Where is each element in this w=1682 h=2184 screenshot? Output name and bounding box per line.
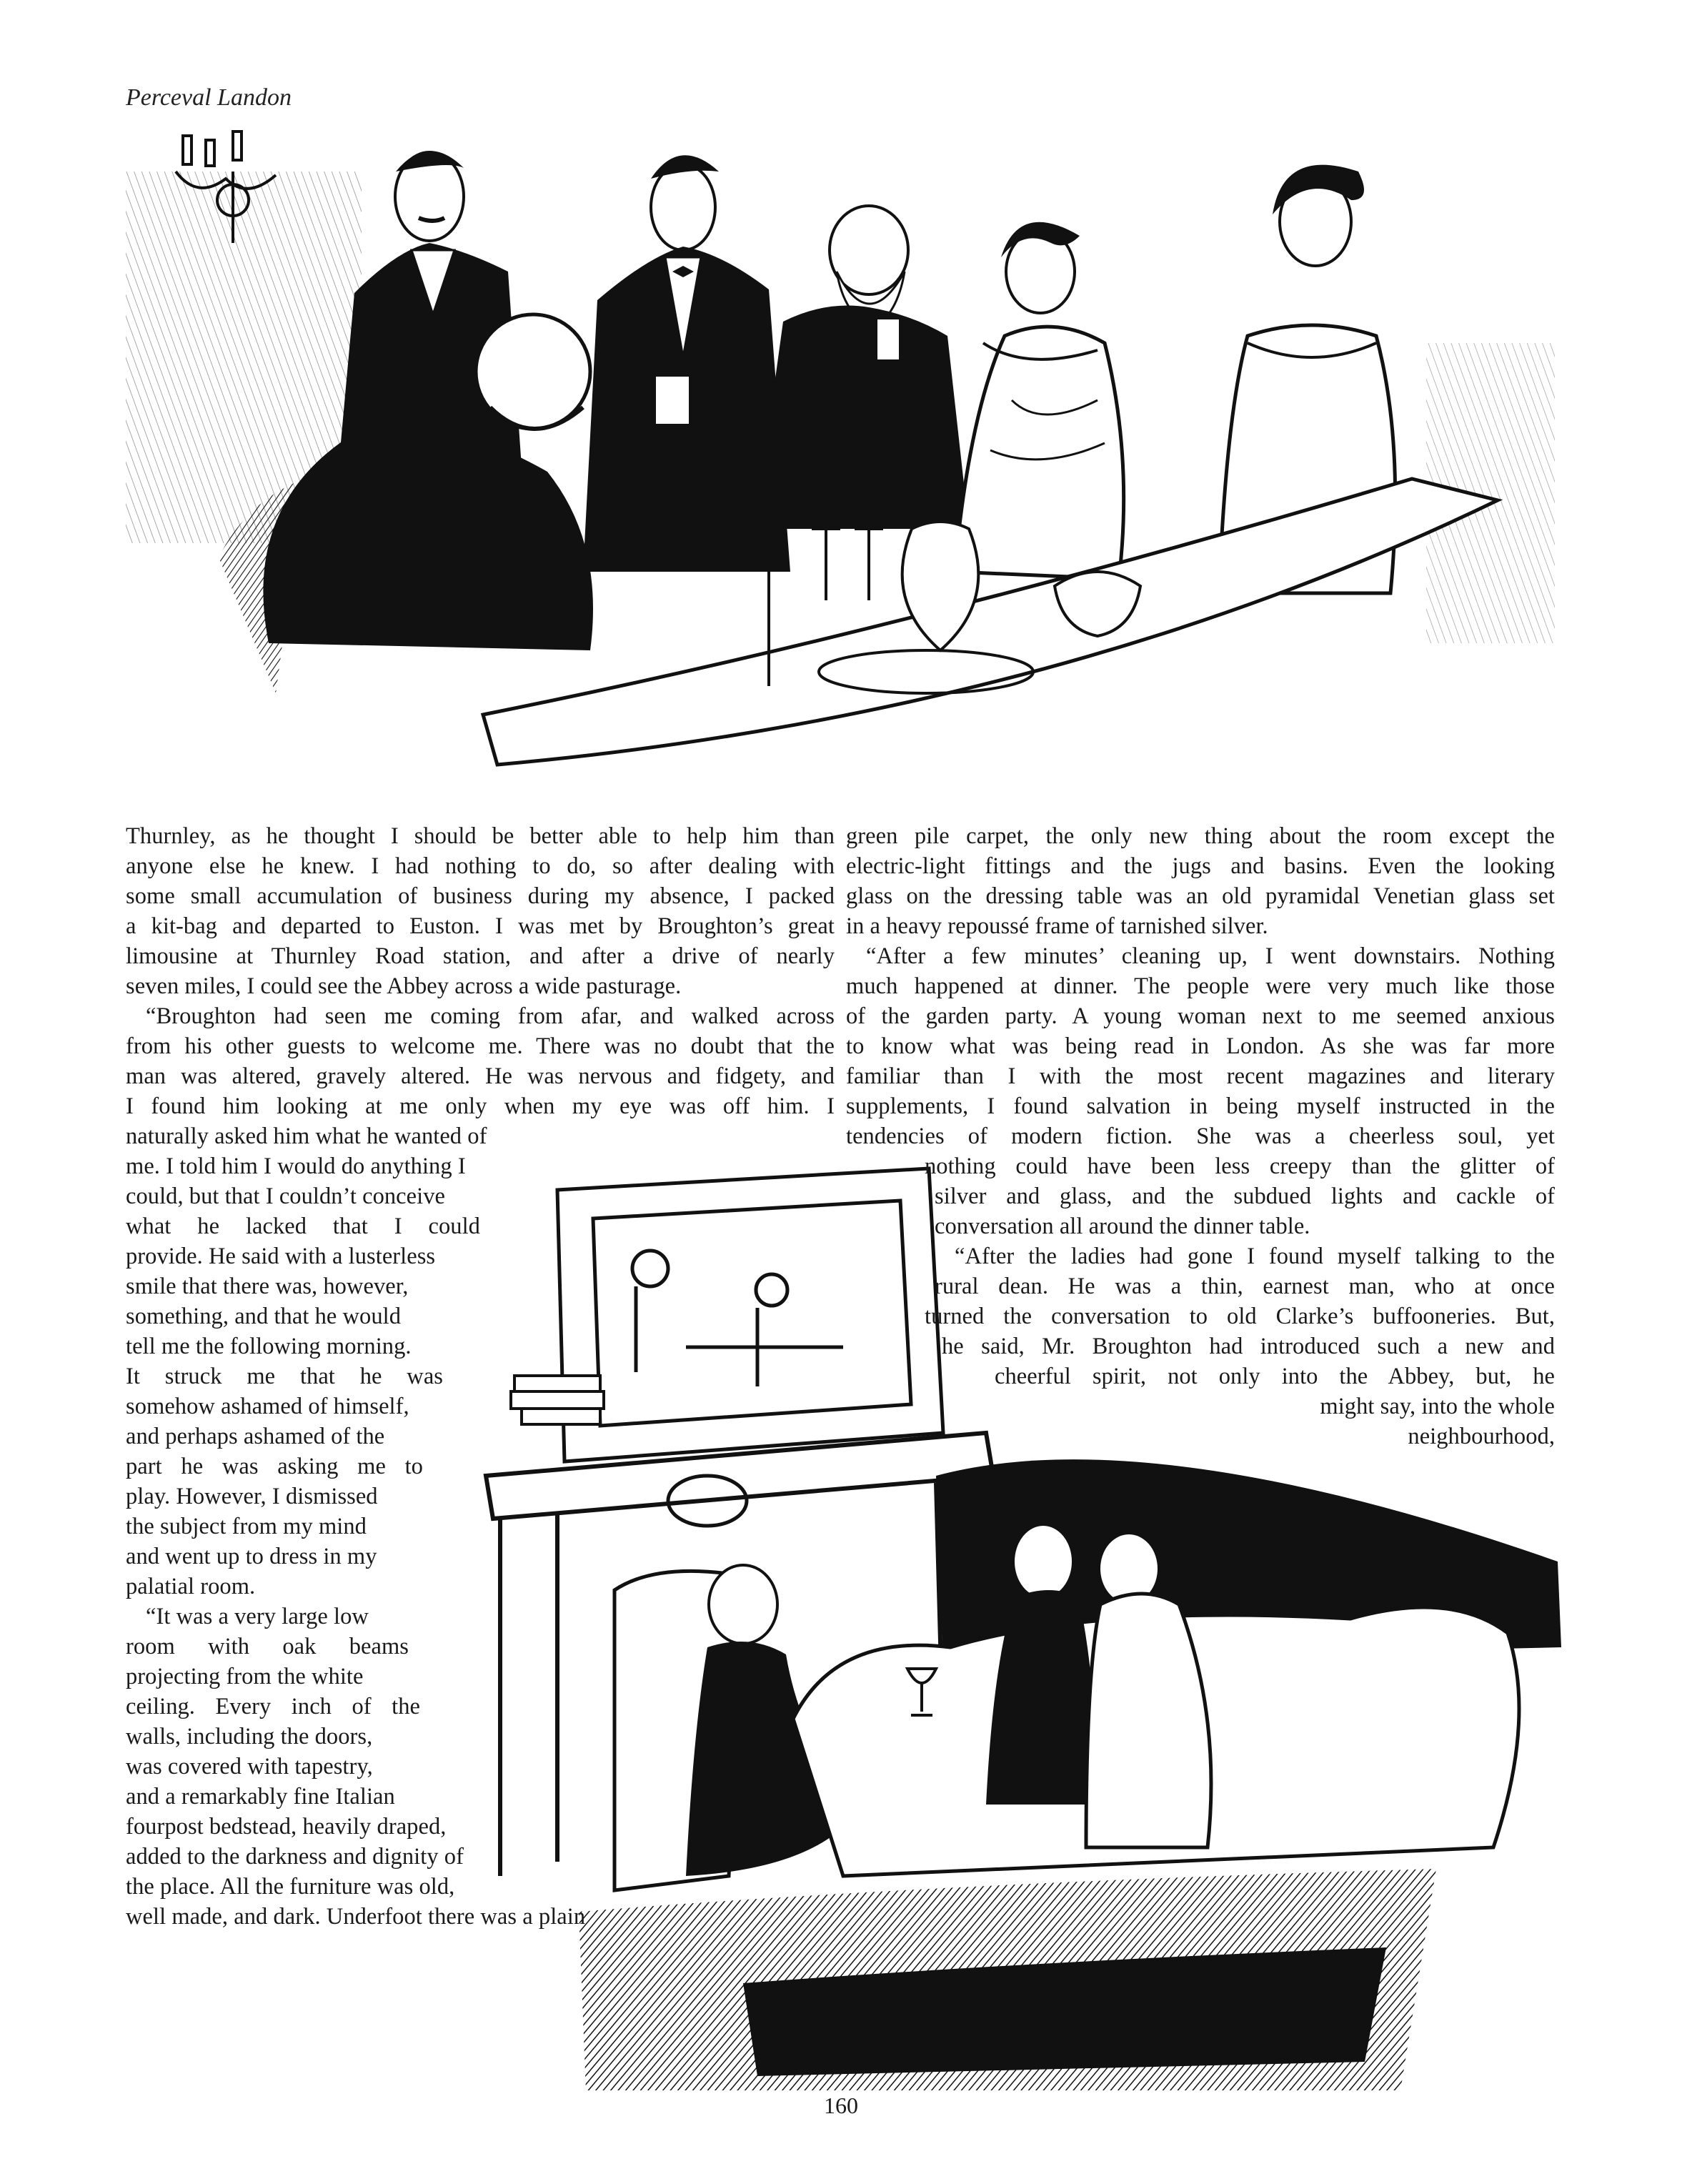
left-line: the place. All the furniture was old, bbox=[126, 1874, 455, 1900]
left-line: Thurnley, as he thought I should be better able to help him than bbox=[126, 823, 835, 849]
left-line: provide. He said with a lusterless bbox=[126, 1244, 436, 1269]
left-line: “Broughton had seen me coming from afar, and walked across bbox=[146, 1003, 835, 1029]
right-line: nothing could have been less creepy than the glitter of bbox=[925, 1153, 1555, 1179]
left-line: the subject from my mind bbox=[126, 1514, 367, 1539]
right-line: glass on the dressing table was an old pyramidal Venetian glass set bbox=[846, 883, 1555, 909]
right-line: neighbourhood, bbox=[1408, 1424, 1555, 1449]
right-line: familiar than I with the most recent magazines and literary bbox=[846, 1063, 1555, 1089]
page-number: 160 bbox=[824, 2093, 858, 2118]
left-line: play. However, I dismissed bbox=[126, 1484, 378, 1509]
left-line: part he was asking me to bbox=[126, 1454, 423, 1479]
left-line: from his other guests to welcome me. There was no doubt that the bbox=[126, 1033, 835, 1059]
right-line: of the garden party. A young woman next to me seemed anxious bbox=[846, 1003, 1555, 1029]
left-line: a kit-bag and departed to Euston. I was met by Broughton’s great bbox=[126, 913, 835, 939]
left-line: room with oak beams bbox=[126, 1634, 409, 1659]
right-line: rural dean. He was a thin, earnest man, who at once bbox=[935, 1274, 1555, 1299]
left-line: limousine at Thurnley Road station, and after a drive of nearly bbox=[126, 943, 835, 969]
right-line: in a heavy repoussé frame of tarnished silver. bbox=[846, 913, 1268, 939]
left-line: walls, including the doors, bbox=[126, 1724, 373, 1749]
right-line: much happened at dinner. The people were very much like those bbox=[846, 973, 1555, 999]
left-line: something, and that he would bbox=[126, 1304, 402, 1329]
right-line: he said, Mr. Broughton had introduced such a new and bbox=[942, 1334, 1555, 1359]
left-line: It struck me that he was bbox=[126, 1364, 443, 1389]
left-line: smile that there was, however, bbox=[126, 1274, 409, 1299]
left-line: and went up to dress in my bbox=[126, 1544, 377, 1569]
left-line: seven miles, I could see the Abbey across a wide pasturage. bbox=[126, 973, 682, 999]
left-line: me. I told him I would do anything I bbox=[126, 1153, 466, 1179]
right-line: cheerful spirit, not only into the Abbey, but, he bbox=[995, 1364, 1555, 1389]
left-line: palatial room. bbox=[126, 1574, 256, 1599]
left-line: ceiling. Every inch of the bbox=[126, 1694, 420, 1719]
right-line: tendencies of modern fiction. She was a cheerless soul, yet bbox=[846, 1123, 1555, 1149]
dinner-party-illustration bbox=[126, 129, 1555, 780]
left-line: and a remarkably fine Italian bbox=[126, 1784, 395, 1810]
right-line: conversation all around the dinner table. bbox=[935, 1213, 1310, 1239]
right-line: silver and glass, and the subdued lights and cackle of bbox=[935, 1183, 1555, 1209]
left-line: was covered with tapestry, bbox=[126, 1754, 373, 1780]
left-line: what he lacked that I could bbox=[126, 1213, 480, 1239]
left-line: tell me the following morning. bbox=[126, 1334, 412, 1359]
right-line: might say, into the whole bbox=[1320, 1394, 1555, 1419]
left-line: I found him looking at me only when my eye was off him. I bbox=[126, 1093, 835, 1119]
left-line: naturally asked him what he wanted of bbox=[126, 1123, 487, 1149]
running-head: Perceval Landon bbox=[126, 84, 292, 111]
right-line: “After a few minutes’ cleaning up, I went downstairs. Nothing bbox=[866, 943, 1555, 969]
left-line: man was altered, gravely altered. He was nervous and fidgety, and bbox=[126, 1063, 835, 1089]
left-line: added to the darkness and dignity of bbox=[126, 1844, 464, 1870]
right-line: to know what was being read in London. As she was far more bbox=[846, 1033, 1555, 1059]
right-line: “After the ladies had gone I found myself talking to the bbox=[955, 1244, 1555, 1269]
right-line: green pile carpet, the only new thing about the room except the bbox=[846, 823, 1555, 849]
left-line: well made, and dark. Underfoot there was a plain bbox=[126, 1904, 586, 1930]
left-line: and perhaps ashamed of the bbox=[126, 1424, 385, 1449]
left-line: somehow ashamed of himself, bbox=[126, 1394, 409, 1419]
left-line: projecting from the white bbox=[126, 1664, 364, 1689]
right-line: supplements, I found salvation in being myself instructed in the bbox=[846, 1093, 1555, 1119]
left-line: anyone else he knew. I had nothing to do, so after dealing with bbox=[126, 853, 835, 879]
left-line: fourpost bedstead, heavily draped, bbox=[126, 1814, 447, 1840]
right-line: electric-light fittings and the jugs and basins. Even the looking bbox=[846, 853, 1555, 879]
right-line: turned the conversation to old Clarke’s buffooneries. But, bbox=[925, 1304, 1555, 1329]
left-line: could, but that I couldn’t conceive bbox=[126, 1183, 445, 1209]
left-line: “It was a very large low bbox=[146, 1604, 369, 1629]
left-line: some small accumulation of business during my absence, I packed bbox=[126, 883, 835, 909]
